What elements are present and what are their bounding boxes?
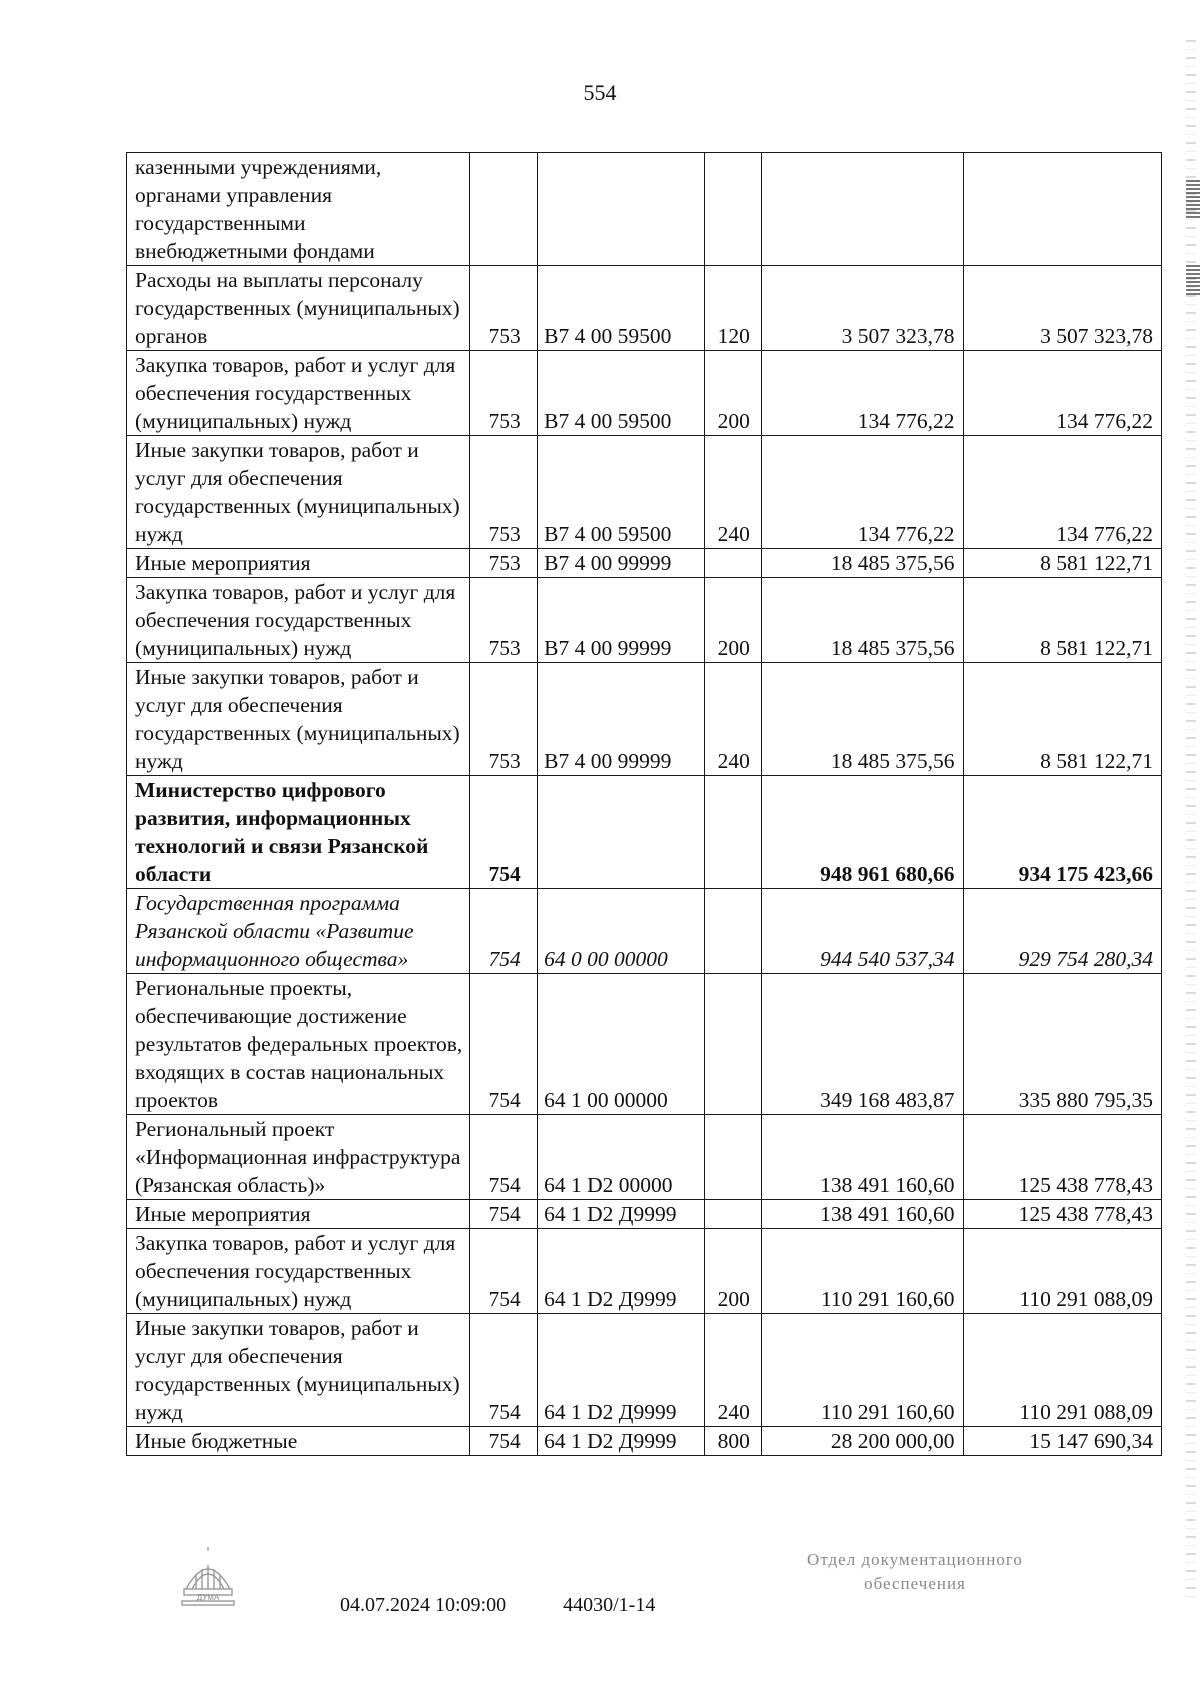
stamp-registration-number: 44030/1-14 — [563, 1594, 656, 1616]
table-row — [127, 974, 1162, 1115]
row-sum-2024-cell: 18 485 375,56 — [761, 578, 963, 663]
row-vr-cell: 120 — [704, 266, 761, 351]
logo-text: ДУМА — [196, 1593, 220, 1602]
row-sum-executed-cell: 8 581 122,71 — [963, 663, 1161, 776]
table-row — [127, 889, 1162, 974]
row-ved-cell: 754 — [470, 1200, 538, 1229]
table-row — [127, 436, 1162, 549]
row-csr-cell: В7 4 00 59500 — [538, 351, 705, 436]
table-row — [127, 1229, 1162, 1314]
row-name-cell: Закупка товаров, работ и услуг для обеспечения государственных (муниципальных) нужд — [127, 351, 470, 436]
row-ved-cell: 753 — [470, 266, 538, 351]
table-row — [127, 153, 1162, 266]
table-row — [127, 1200, 1162, 1229]
row-sum-executed-cell: 125 438 778,43 — [963, 1200, 1161, 1229]
row-vr-cell — [704, 974, 761, 1115]
row-csr-cell: В7 4 00 59500 — [538, 436, 705, 549]
table-row — [127, 1427, 1162, 1456]
row-sum-2024-cell: 944 540 537,34 — [761, 889, 963, 974]
row-csr-cell: 64 1 00 00000 — [538, 974, 705, 1115]
row-csr-cell — [538, 776, 705, 889]
row-name-cell: Государственная программа Рязанской области «Развитие информационного общества» — [127, 889, 470, 974]
row-csr-cell: 64 1 D2 Д9999 — [538, 1229, 705, 1314]
row-sum-2024-cell: 18 485 375,56 — [761, 549, 963, 578]
row-name-cell: Закупка товаров, работ и услуг для обеспечения государственных (муниципальных) нужд — [127, 578, 470, 663]
row-sum-2024-cell: 134 776,22 — [761, 436, 963, 549]
registration-stamp — [340, 1594, 655, 1617]
budget-table-body — [127, 153, 1162, 1456]
row-name-cell: Иные мероприятия — [127, 549, 470, 578]
table-row — [127, 1314, 1162, 1427]
row-name-cell: казенными учреждениями, органами управления государственными внебюджетными фондами — [127, 153, 470, 266]
row-csr-cell: 64 0 00 00000 — [538, 889, 705, 974]
row-sum-2024-cell: 3 507 323,78 — [761, 266, 963, 351]
row-ved-cell: 753 — [470, 436, 538, 549]
table-row — [127, 1115, 1162, 1200]
row-sum-executed-cell: 134 776,22 — [963, 436, 1161, 549]
row-csr-cell: 64 1 D2 Д9999 — [538, 1200, 705, 1229]
row-vr-cell — [704, 776, 761, 889]
row-vr-cell — [704, 1200, 761, 1229]
row-ved-cell: 753 — [470, 663, 538, 776]
row-csr-cell: 64 1 D2 00000 — [538, 1115, 705, 1200]
row-vr-cell: 240 — [704, 1314, 761, 1427]
row-sum-2024-cell: 138 491 160,60 — [761, 1200, 963, 1229]
stamp-datetime: 04.07.2024 10:09:00 — [340, 1594, 507, 1616]
row-sum-executed-cell: 934 175 423,66 — [963, 776, 1161, 889]
row-csr-cell — [538, 153, 705, 266]
row-sum-2024-cell: 948 961 680,66 — [761, 776, 963, 889]
row-vr-cell: 200 — [704, 1229, 761, 1314]
department-line-1: Отдел документационного — [807, 1550, 1023, 1569]
row-vr-cell — [704, 1115, 761, 1200]
table-row — [127, 776, 1162, 889]
table-row — [127, 549, 1162, 578]
table-row — [127, 663, 1162, 776]
row-csr-cell: В7 4 00 99999 — [538, 549, 705, 578]
row-name-cell: Иные мероприятия — [127, 1200, 470, 1229]
row-vr-cell — [704, 549, 761, 578]
row-ved-cell: 754 — [470, 889, 538, 974]
row-csr-cell: 64 1 D2 Д9999 — [538, 1314, 705, 1427]
row-sum-executed-cell: 110 291 088,09 — [963, 1314, 1161, 1427]
row-ved-cell: 754 — [470, 1115, 538, 1200]
row-name-cell: Иные бюджетные — [127, 1427, 470, 1456]
row-ved-cell: 754 — [470, 1427, 538, 1456]
row-sum-executed-cell: 929 754 280,34 — [963, 889, 1161, 974]
row-sum-executed-cell: 110 291 088,09 — [963, 1229, 1161, 1314]
table-row — [127, 578, 1162, 663]
row-sum-2024-cell: 110 291 160,60 — [761, 1314, 963, 1427]
row-sum-executed-cell: 134 776,22 — [963, 351, 1161, 436]
table-row — [127, 266, 1162, 351]
row-name-cell: Министерство цифрового развития, информационных технологий и связи Рязанской области — [127, 776, 470, 889]
row-csr-cell: В7 4 00 99999 — [538, 663, 705, 776]
row-sum-2024-cell: 110 291 160,60 — [761, 1229, 963, 1314]
scan-edge-mark — [1186, 180, 1200, 220]
row-vr-cell: 240 — [704, 663, 761, 776]
row-sum-executed-cell — [963, 153, 1161, 266]
row-sum-executed-cell: 15 147 690,34 — [963, 1427, 1161, 1456]
row-ved-cell: 754 — [470, 776, 538, 889]
budget-table — [126, 152, 1162, 1456]
row-sum-executed-cell: 125 438 778,43 — [963, 1115, 1161, 1200]
row-sum-2024-cell: 28 200 000,00 — [761, 1427, 963, 1456]
row-vr-cell — [704, 153, 761, 266]
row-csr-cell: В7 4 00 99999 — [538, 578, 705, 663]
row-sum-executed-cell: 8 581 122,71 — [963, 578, 1161, 663]
row-name-cell: Иные закупки товаров, работ и услуг для обеспечения государственных (муниципальных) нужд — [127, 663, 470, 776]
row-name-cell: Региональный проект «Информационная инфраструктура (Рязанская область)» — [127, 1115, 470, 1200]
row-vr-cell: 200 — [704, 578, 761, 663]
row-sum-2024-cell: 18 485 375,56 — [761, 663, 963, 776]
row-csr-cell: В7 4 00 59500 — [538, 266, 705, 351]
row-ved-cell: 753 — [470, 549, 538, 578]
row-sum-2024-cell: 134 776,22 — [761, 351, 963, 436]
row-ved-cell: 753 — [470, 578, 538, 663]
row-ved-cell: 753 — [470, 351, 538, 436]
department-stamp — [770, 1548, 1060, 1596]
row-ved-cell: 754 — [470, 974, 538, 1115]
row-sum-executed-cell: 3 507 323,78 — [963, 266, 1161, 351]
row-sum-executed-cell: 335 880 795,35 — [963, 974, 1161, 1115]
page-number: 554 — [583, 80, 617, 105]
row-vr-cell — [704, 889, 761, 974]
row-name-cell: Иные закупки товаров, работ и услуг для обеспечения государственных (муниципальных) нужд — [127, 436, 470, 549]
row-name-cell: Расходы на выплаты персоналу государственных (муниципальных) органов — [127, 266, 470, 351]
department-line-2: обеспечения — [864, 1574, 966, 1593]
row-vr-cell: 800 — [704, 1427, 761, 1456]
scan-edge-mark — [1186, 265, 1200, 295]
row-name-cell: Иные закупки товаров, работ и услуг для обеспечения государственных (муниципальных) нужд — [127, 1314, 470, 1427]
row-sum-2024-cell — [761, 153, 963, 266]
row-csr-cell: 64 1 D2 Д9999 — [538, 1427, 705, 1456]
row-ved-cell: 754 — [470, 1314, 538, 1427]
duma-logo-icon — [178, 1545, 238, 1607]
row-sum-2024-cell: 138 491 160,60 — [761, 1115, 963, 1200]
row-ved-cell: 754 — [470, 1229, 538, 1314]
row-name-cell: Региональные проекты, обеспечивающие достижение результатов федеральных проектов, входящих в состав национальных проектов — [127, 974, 470, 1115]
row-ved-cell — [470, 153, 538, 266]
row-sum-2024-cell: 349 168 483,87 — [761, 974, 963, 1115]
row-vr-cell: 200 — [704, 351, 761, 436]
row-name-cell: Закупка товаров, работ и услуг для обеспечения государственных (муниципальных) нужд — [127, 1229, 470, 1314]
table-row — [127, 351, 1162, 436]
row-vr-cell: 240 — [704, 436, 761, 549]
row-sum-executed-cell: 8 581 122,71 — [963, 549, 1161, 578]
